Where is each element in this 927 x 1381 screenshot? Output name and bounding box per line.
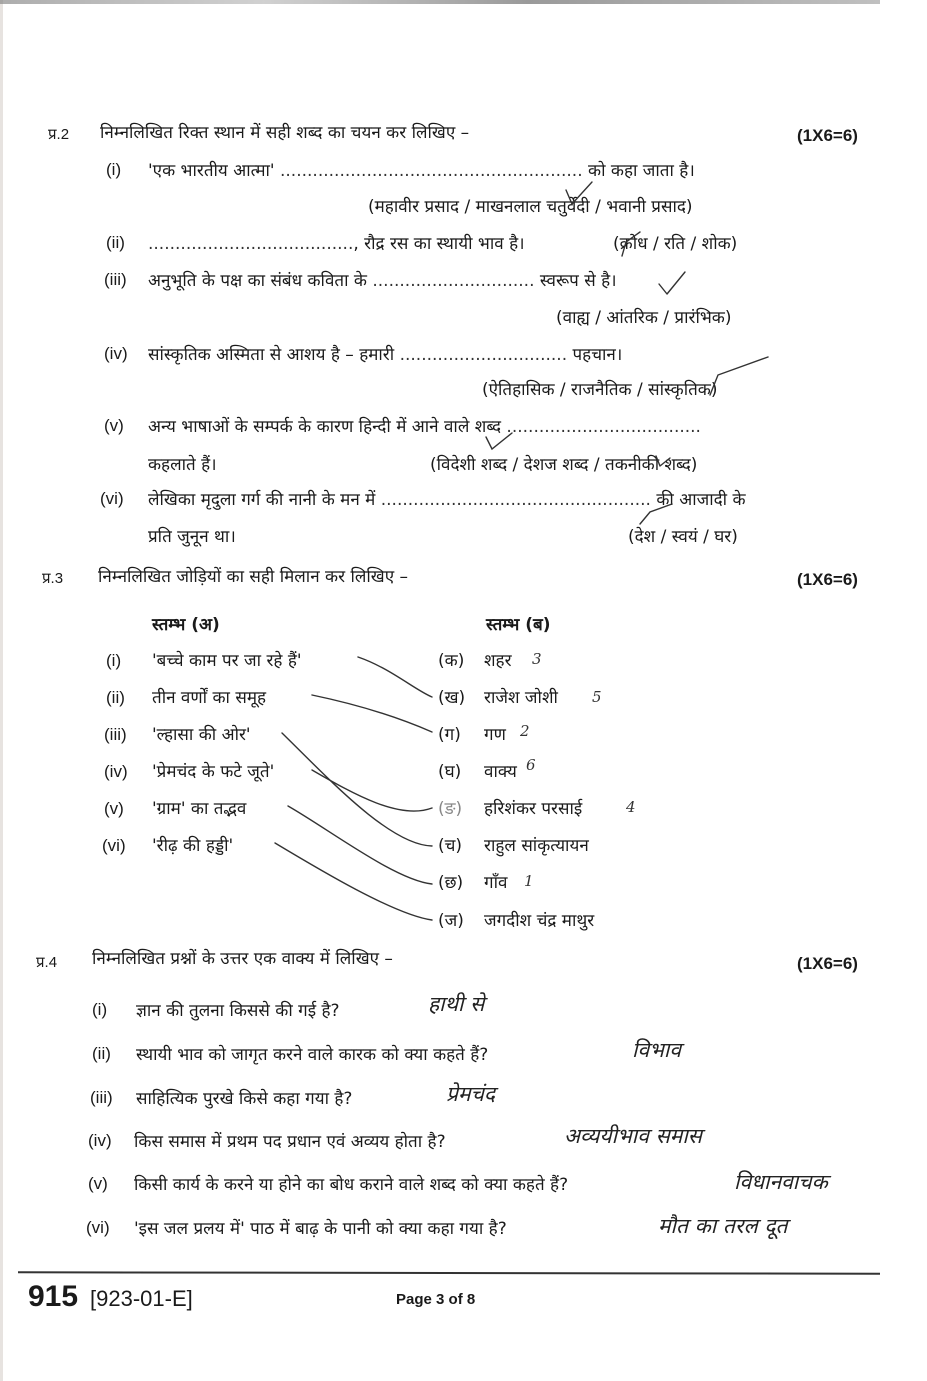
blank-line[interactable]: ........................................................ xyxy=(280,161,583,181)
fill-blank-text: अनुभूति के पक्ष का संबंध कविता के .............................. स्वरूप से है। xyxy=(148,271,617,291)
handwritten-match-number: 6 xyxy=(526,756,536,774)
column-a-item: 'ल्हासा की ओर' xyxy=(152,725,251,745)
question-number: प्र.4 xyxy=(36,954,58,971)
item-number: (vi) xyxy=(100,489,124,508)
question-text: किसी कार्य के करने या होने का बोध कराने वाले शब्द को क्या कहते हैं? xyxy=(134,1175,569,1195)
fill-blank-text: ......................................, रौद्र रस का स्थायी भाव है। xyxy=(148,234,525,254)
fill-blank-text: सांस्कृतिक अस्मिता से आशय है – हमारी ............................... पहचान। xyxy=(148,345,623,365)
question-instruction: निम्नलिखित प्रश्नों के उत्तर एक वाक्य में लिखिए – xyxy=(92,949,393,969)
check-mark-icon xyxy=(659,272,685,294)
handwritten-answer: अव्ययीभाव समास xyxy=(564,1124,702,1148)
column-b-item: जगदीश चंद्र माथुर xyxy=(484,911,595,931)
column-a-item: 'बच्चे काम पर जा रहे हैं' xyxy=(152,651,302,671)
scan-top-edge xyxy=(0,0,880,4)
item-number: (iv) xyxy=(104,762,128,781)
match-line xyxy=(275,843,432,920)
blank-line[interactable]: .............................. xyxy=(372,271,535,291)
question-number: प्र.3 xyxy=(42,570,64,587)
blank-line[interactable]: ............................... xyxy=(399,345,568,365)
handwritten-match-number: 2 xyxy=(520,722,530,740)
blank-line[interactable]: ...................................... xyxy=(148,234,354,254)
column-a-item: तीन वर्णों का समूह xyxy=(152,688,267,708)
handwritten-match-number: 3 xyxy=(532,650,542,668)
item-number: (iii) xyxy=(104,725,127,744)
handwritten-answer: प्रेमचंद xyxy=(446,1082,495,1106)
handwritten-match-number: 4 xyxy=(626,798,636,816)
item-number: (iii) xyxy=(90,1088,113,1107)
answer-options: (विदेशी शब्द / देशज शब्द / तकनीकी शब्द) xyxy=(430,455,698,475)
column-b-header: स्तम्भ (ब) xyxy=(486,615,551,635)
footer-divider xyxy=(18,1271,880,1275)
question-marks: (1X6=6) xyxy=(797,570,858,589)
item-number: (ii) xyxy=(106,233,125,252)
column-a-item: 'प्रेमचंद के फटे जूते' xyxy=(152,762,275,782)
page-indicator: Page 3 of 8 xyxy=(396,1291,476,1308)
item-number: (v) xyxy=(104,416,124,435)
question-text: ज्ञान की तुलना किससे की गई है? xyxy=(136,1001,340,1021)
column-b-letter: (ङ) xyxy=(438,799,463,819)
column-b-item: राहुल सांकृत्यायन xyxy=(484,836,589,856)
blank-line[interactable]: .................................... xyxy=(506,417,701,437)
item-number: (i) xyxy=(106,651,122,670)
handwritten-answer: मौत का तरल दूत xyxy=(658,1214,788,1238)
item-number: (ii) xyxy=(92,1044,111,1063)
page-left-edge xyxy=(0,0,3,1381)
question-text: साहित्यिक पुरखे किसे कहा गया है? xyxy=(136,1089,353,1109)
question-text: स्थायी भाव को जागृत करने वाले कारक को क्या कहते हैं? xyxy=(136,1045,489,1065)
blank-line[interactable]: .................................................. xyxy=(380,490,651,510)
fill-blank-text-cont: कहलाते हैं। xyxy=(148,455,217,475)
column-b-letter: (छ) xyxy=(438,873,464,893)
handwritten-answer: विधानवाचक xyxy=(734,1170,828,1194)
item-number: (i) xyxy=(92,1000,108,1019)
fill-blank-text-cont: प्रति जुनून था। xyxy=(148,527,236,547)
column-b-item: राजेश जोशी xyxy=(484,688,558,708)
item-number: (ii) xyxy=(106,688,125,707)
column-b-letter: (घ) xyxy=(438,762,462,782)
paper-code: [923-01-E] xyxy=(90,1286,193,1311)
match-line xyxy=(312,695,432,732)
question-marks: (1X6=6) xyxy=(797,126,858,145)
item-number: (iv) xyxy=(104,344,128,363)
column-b-item: गण xyxy=(484,725,506,745)
answer-options: (ऐतिहासिक / राजनैतिक / सांस्कृतिक) xyxy=(482,380,718,400)
match-line xyxy=(288,806,432,884)
answer-options: (महावीर प्रसाद / माखनलाल चतुर्वेदी / भवानी प्रसाद) xyxy=(368,197,693,217)
fill-blank-text: अन्य भाषाओं के सम्पर्क के कारण हिन्दी में आने वाले शब्द .................................... xyxy=(148,417,701,437)
column-b-item: वाक्य xyxy=(484,762,517,782)
column-b-letter: (च) xyxy=(438,836,463,856)
match-line xyxy=(282,733,432,846)
column-a-header: स्तम्भ (अ) xyxy=(152,615,220,635)
item-number: (iii) xyxy=(104,270,127,289)
fill-blank-text: लेखिका मृदुला गर्ग की नानी के मन में .................................................. की आजादी के xyxy=(148,490,746,510)
column-a-item: 'ग्राम' का तद्भव xyxy=(152,799,247,819)
column-b-item: शहर xyxy=(484,651,512,671)
column-b-item: गाँव xyxy=(484,873,508,893)
handwritten-answer: विभाव xyxy=(632,1038,681,1062)
match-line xyxy=(358,657,432,697)
column-b-item: हरिशंकर परसाई xyxy=(484,799,583,819)
column-b-letter: (ज) xyxy=(438,911,464,931)
match-line xyxy=(312,770,432,811)
handwritten-match-number: 5 xyxy=(592,688,602,706)
item-number: (i) xyxy=(106,160,122,179)
question-instruction: निम्नलिखित जोड़ियों का सही मिलान कर लिखिए – xyxy=(98,567,408,587)
column-a-item: 'रीढ़ की हड्डी' xyxy=(152,836,234,856)
question-text: किस समास में प्रथम पद प्रधान एवं अव्यय होता है? xyxy=(134,1132,446,1152)
item-number: (vi) xyxy=(102,836,126,855)
fill-blank-text: 'एक भारतीय आत्मा' ........................................................ को कहा जाता है। xyxy=(148,161,695,181)
column-b-letter: (ग) xyxy=(438,725,461,745)
answer-options: (क्रोध / रति / शोक) xyxy=(613,234,738,254)
item-number: (vi) xyxy=(86,1218,110,1237)
answer-options: (देश / स्वयं / घर) xyxy=(628,527,738,547)
handwritten-answer: हाथी से xyxy=(428,992,485,1016)
column-b-letter: (क) xyxy=(438,651,465,671)
handwritten-match-number: 1 xyxy=(524,872,534,890)
check-mark-icon xyxy=(710,357,768,395)
item-number: (v) xyxy=(104,799,124,818)
item-number: (v) xyxy=(88,1174,108,1193)
column-b-letter: (ख) xyxy=(438,688,466,708)
question-number: प्र.2 xyxy=(48,126,70,143)
paper-number: 915 xyxy=(28,1280,79,1313)
question-instruction: निम्नलिखित रिक्त स्थान में सही शब्द का चयन कर लिखिए – xyxy=(100,123,470,143)
answer-options: (वाह्य / आंतरिक / प्रारंभिक) xyxy=(556,308,732,328)
question-text: 'इस जल प्रलय में' पाठ में बाढ़ के पानी को क्या कहा गया है? xyxy=(134,1219,507,1239)
question-marks: (1X6=6) xyxy=(797,954,858,973)
item-number: (iv) xyxy=(88,1131,112,1150)
